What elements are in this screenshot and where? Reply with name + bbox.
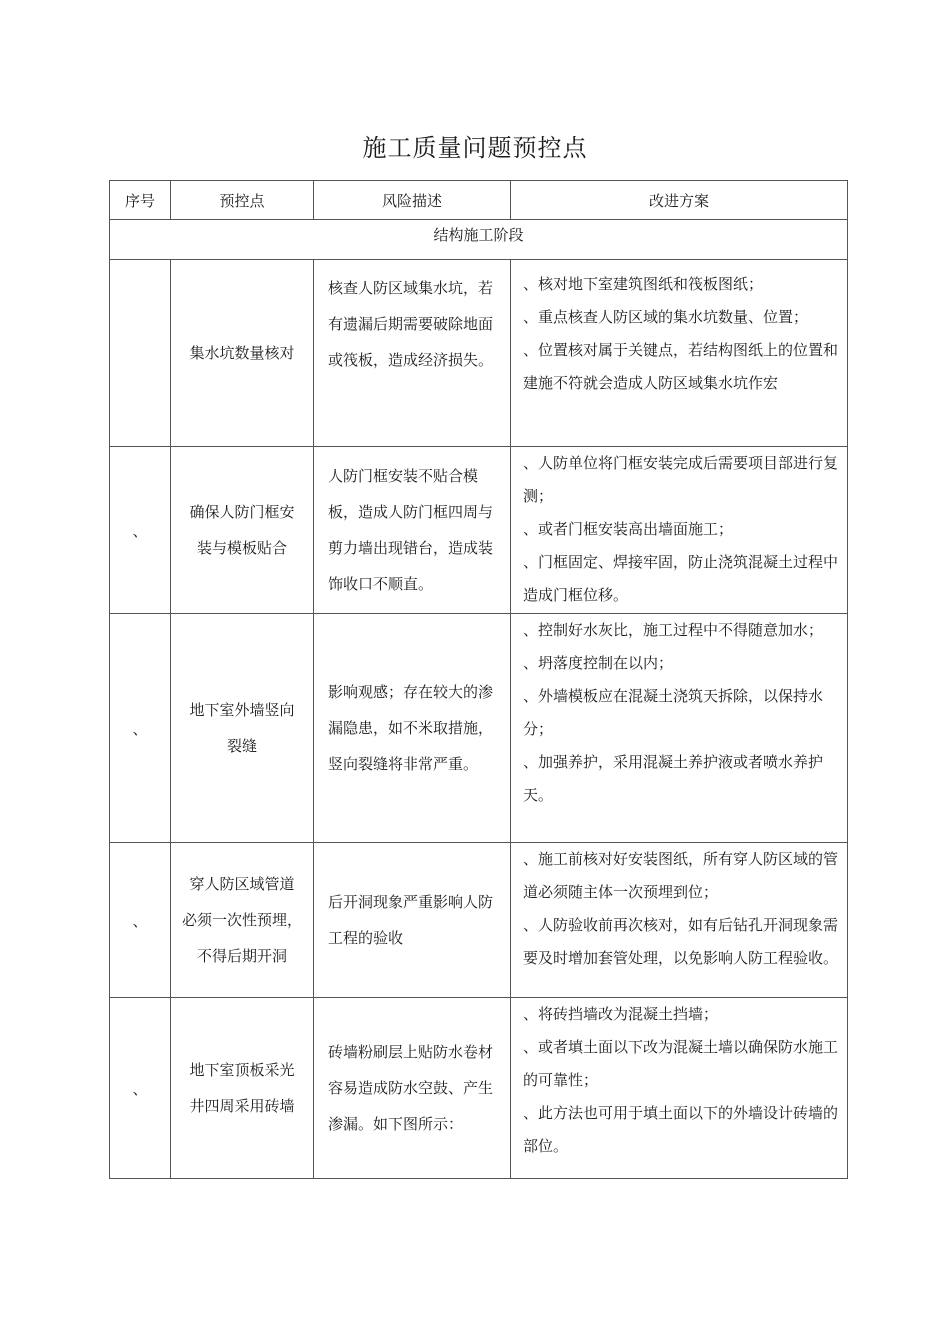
header-control-point: 预控点 [171,181,314,220]
plan-item: 、坍落度控制在以内； [523,654,674,672]
row-control-point [171,843,314,998]
plan-item: 、位置核对属于关键点，若结构图纸上的位置和建施不符就会造成人防区域集水坑作宏 [523,341,839,392]
plan-item: 、核对地下室建筑图纸和筏板图纸； [523,275,764,293]
control-line: 装与模板贴合 [196,539,287,557]
plan-item: 、此方法也可用于填土面以下的外墙设计砖墙的部位。 [523,1104,839,1155]
plan-item: 、控制好水灰比，施工过程中不得随意加水； [523,621,824,639]
header-risk: 风险描述 [314,181,511,220]
row-seq: 、 [110,843,171,998]
plan-item: 、门框固定、焊接牢固，防止浇筑混凝土过程中造成门框位移。 [523,553,839,604]
row-control-point [171,614,314,843]
row-risk: 后开洞现象严重影响人防工程的验收 [314,843,511,998]
plan-item: 、将砖挡墙改为混凝土挡墙； [523,1005,719,1023]
row-plan [511,843,848,998]
page-title: 施工质量问题预控点 [362,134,588,162]
quality-control-table [109,180,848,1179]
row-control-point [171,260,314,447]
row-control-point [171,998,314,1179]
row-control-point [171,447,314,614]
table-row [110,260,848,447]
row-risk: 砖墙粉刷层上贴防水卷材容易造成防水空鼓、产生渗漏。如下图所示： [314,998,511,1179]
row-seq: 、 [110,447,171,614]
plan-item: 、施工前核对好安装图纸，所有穿人防区域的管道必须随主体一次预埋到位； [523,850,839,901]
row-risk: 人防门框安装不贴合模板，造成人防门框四周与剪力墙出现错台，造成装饰收口不顺直。 [314,447,511,614]
table-row [110,447,848,614]
table-row [110,614,848,843]
table-row [110,998,848,1179]
plan-item: 、或者门框安装高出墙面施工； [523,520,734,538]
stage-row [110,220,848,260]
control-line: 确保人防门框安 [189,503,295,521]
row-seq [110,260,171,447]
row-risk: 影响观感；存在较大的渗漏隐患，如不米取措施，竖向裂缝将非常严重。 [314,614,511,843]
plan-item: 、人防验收前再次核对，如有后钻孔开洞现象需要及时增加套管处理，以免影响人防工程验收。 [523,916,839,967]
control-line: 地下室外墙竖向 [189,701,295,719]
plan-item: 、外墙模板应在混凝土浇筑天拆除，以保持水分； [523,687,824,738]
plan-item: 、加强养护，采用混凝土养护液或者喷水养护天。 [523,753,824,804]
row-plan [511,614,848,843]
control-line: 井四周采用砖墙 [189,1097,295,1115]
control-line: 地下室顶板采光 [189,1061,295,1079]
control-line: 必须一次性预埋， [181,911,302,929]
control-line: 穿人防区域管道 [189,875,295,893]
control-line: 裂缝 [226,737,257,755]
table-header-row [110,181,848,220]
header-plan: 改进方案 [511,181,848,220]
row-plan [511,447,848,614]
row-plan [511,998,848,1179]
row-seq: 、 [110,614,171,843]
plan-item: 、人防单位将门框安装完成后需要项目部进行复测； [523,454,839,505]
table-row [110,843,848,998]
row-plan [511,260,848,447]
row-risk: 核查人防区域集水坑，若有遗漏后期需要破除地面或筏板，造成经济损失。 [314,260,511,447]
control-line: 不得后期开洞 [196,947,287,965]
row-seq: 、 [110,998,171,1179]
control-line: 集水坑数量核对 [189,344,295,362]
plan-item: 、或者填土面以下改为混凝土墙以确保防水施工的可靠性； [523,1038,839,1089]
stage-label: 结构施工阶段 [110,220,848,260]
header-seq: 序号 [110,181,171,220]
plan-item: 、重点核查人防区域的集水坑数量、位置； [523,308,809,326]
